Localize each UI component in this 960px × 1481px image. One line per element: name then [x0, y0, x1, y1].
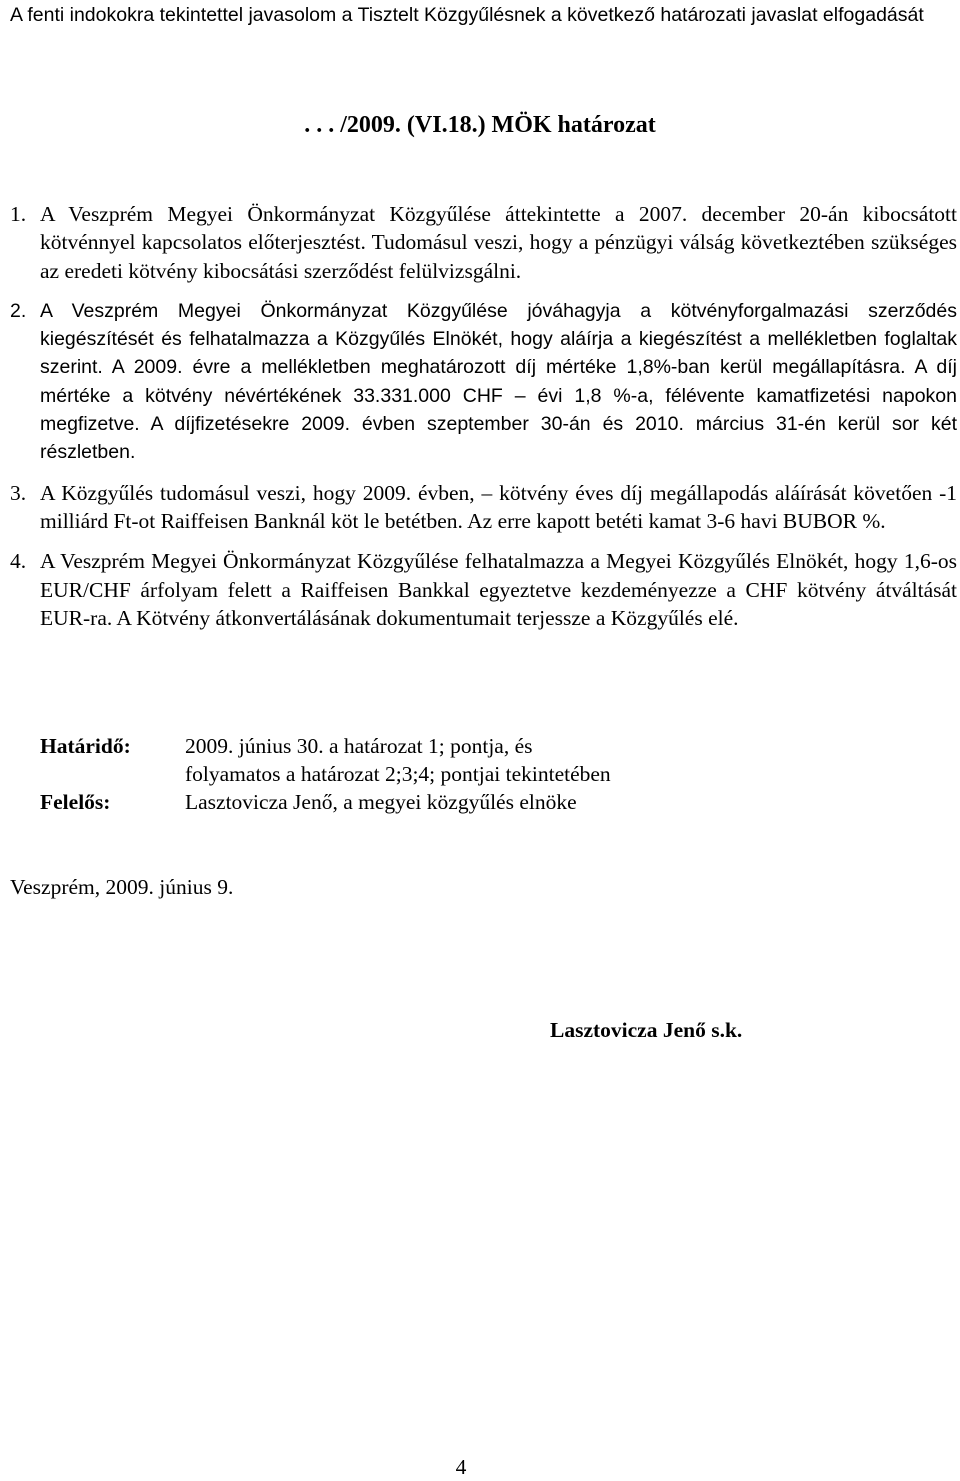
item-number: 2. [10, 299, 27, 322]
place-and-date: Veszprém, 2009. június 9. [10, 875, 234, 899]
deadline-row [40, 732, 940, 760]
resolution-item-2 [10, 297, 957, 467]
item-number: 3. [10, 480, 27, 505]
resolution-item-1 [10, 200, 957, 285]
page-number: 4 [455, 1455, 467, 1479]
resolution-item-3 [10, 479, 957, 536]
item-number: 1. [10, 202, 27, 226]
resolution-item-4 [10, 547, 957, 632]
deadline-label: Határidő: [40, 734, 131, 758]
deadline-value: 2009. június 30. a határozat 1; pontja, és [185, 734, 533, 758]
item-number: 4. [10, 549, 27, 574]
deadline-row-continued [40, 760, 940, 788]
responsible-row [40, 788, 940, 816]
item-text: A Veszprém Megyei Önkormányzat Közgyűlése felhatalmazza a Megyei Közgyűlés Elnökét, hogy 1,6-os EUR/CHF árfolyam felett a Raiffeisen Bankkal egyeztetve kezdeményezze a CHF kötvény átváltását EUR-ra. A Kötvény átkonvertálásának dokumentumait terjessze a Közgyűlés elé. [40, 549, 957, 630]
deadline-value-continued: folyamatos a határozat 2;3;4; pontjai tekintetében [185, 762, 611, 786]
item-text: A Veszprém Megyei Önkormányzat Közgyűlése áttekintette a 2007. december 20-án kibocsátott kötvénnyel kapcsolatos előterjesztést. Tudomásul veszi, hogy a pénzügyi válság következtében szükséges az eredeti kötvény kibocsátási szerződést felülvizsgálni. [40, 202, 957, 283]
resolution-items [10, 200, 957, 644]
resolution-meta [40, 732, 940, 816]
responsible-value: Lasztovicza Jenő, a megyei közgyűlés elnöke [185, 790, 577, 814]
resolution-title: . . . /2009. (VI.18.) MÖK határozat [304, 112, 656, 138]
item-text: A Veszprém Megyei Önkormányzat Közgyűlése jóváhagyja a kötvényforgalmazási szerződés kiegészítését és felhatalmazza a Közgyűlés Elnökét, hogy aláírja a kiegészítést a mellékletben foglaltak szerint. A 2009. évre a mellékletben meghatározott díj mértéke 1,8%-ban kerül megállapításra. A díj mértéke a kötvény névértékének 33.331.000 CHF – évi 1,8 %-a, félévente kamatfizetési napokon megfizetve. A díjfizetésekre 2009. évben szeptember 30-án és 2010. március 31-én kerül sor két részletben. [40, 299, 957, 464]
intro-paragraph: A fenti indokokra tekintettel javasolom a Tisztelt Közgyűlésnek a következő határozati javaslat elfogadását [10, 4, 924, 26]
responsible-label: Felelős: [40, 790, 111, 814]
item-text: A Közgyűlés tudomásul veszi, hogy 2009. évben, – kötvény éves díj megállapodás aláírását követően -1 milliárd Ft-ot Raiffeisen Banknál köt le betétben. Az erre kapott betéti kamat 3-6 havi BUBOR %. [40, 480, 957, 533]
signature: Lasztovicza Jenő s.k. [550, 1018, 743, 1042]
